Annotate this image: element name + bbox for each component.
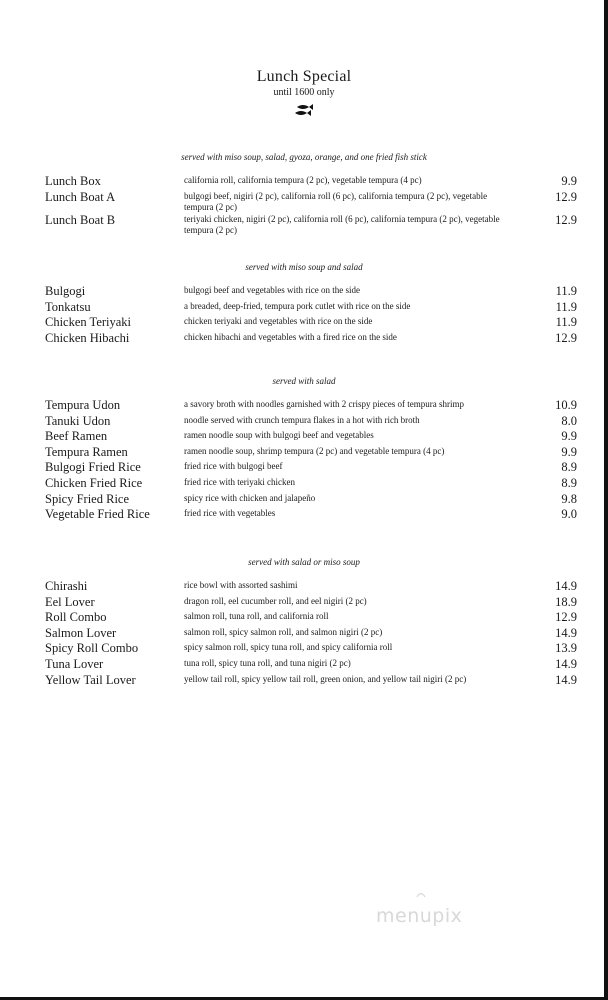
item-desc: salmon roll, spicy salmon roll, and salmon nigiri (2 pc)	[184, 626, 383, 637]
menu-item	[0, 641, 608, 657]
item-desc: a savory broth with noodles garnished with 2 crispy pieces of tempura shrimp	[184, 399, 464, 409]
item-name: Chicken Hibachi	[45, 330, 130, 345]
item-desc: ramen noodle soup with bulgogi beef and vegetables	[184, 430, 374, 441]
menu-item	[0, 460, 608, 476]
item-price: 9.9	[561, 444, 577, 459]
item-name: Eel Lover	[45, 594, 95, 609]
fish-icon	[294, 103, 314, 117]
item-name: Bulgogi Fried Rice	[45, 460, 141, 475]
menu-item	[0, 579, 608, 595]
menu-item	[0, 190, 608, 213]
item-name: Spicy Fried Rice	[45, 491, 130, 506]
item-price: 12.9	[555, 212, 577, 227]
item-desc: teriyaki chicken, nigiri (2 pc), california roll (6 pc), california tempura (2 pc), vegetable tempura (2 pc)	[184, 213, 500, 235]
item-name: Spicy Roll Combo	[45, 641, 139, 656]
menu-item	[0, 429, 608, 445]
item-name: Tempura Ramen	[45, 444, 128, 459]
item-desc: bulgogi beef, nigiri (2 pc), california roll (6 pc), california tempura (2 pc), vegetable tempura (2 pc)	[184, 190, 488, 212]
item-price: 14.9	[555, 625, 577, 640]
menu-item	[0, 398, 608, 414]
item-desc: yellow tail roll, spicy yellow tail roll, green onion, and yellow tail nigiri (2 pc)	[184, 673, 467, 684]
page-subtitle: until 1600 only	[273, 87, 335, 98]
item-desc: tuna roll, spicy tuna roll, and tuna nigiri (2 pc)	[184, 657, 351, 668]
item-name: Yellow Tail Lover	[45, 672, 136, 687]
item-desc: a breaded, deep-fried, tempura pork cutlet with rice on the side	[184, 300, 411, 311]
item-price: 14.9	[555, 656, 577, 671]
item-name: Lunch Box	[45, 174, 101, 188]
item-name: Lunch Boat A	[45, 189, 116, 204]
item-name: Tonkatsu	[45, 299, 91, 314]
item-price: 8.0	[561, 413, 577, 428]
item-name: Chirashi	[45, 579, 88, 593]
menu-item	[0, 610, 608, 626]
menu-item	[0, 507, 608, 523]
menu-item	[0, 595, 608, 611]
item-desc: chicken hibachi and vegetables with a fired rice on the side	[184, 331, 397, 342]
section-lunch-boxes	[0, 152, 608, 236]
item-price: 12.9	[555, 189, 577, 204]
item-name: Vegetable Fried Rice	[45, 507, 150, 522]
item-desc: california roll, california tempura (2 pc), vegetable tempura (4 pc)	[184, 175, 422, 185]
item-price: 12.9	[555, 330, 577, 345]
item-name: Tempura Udon	[45, 398, 121, 412]
item-price: 11.9	[555, 299, 577, 314]
menu-item	[0, 673, 608, 689]
section-note: served with salad	[272, 376, 336, 386]
item-name: Beef Ramen	[45, 429, 108, 444]
section-entrees	[0, 262, 608, 346]
page-title: Lunch Special	[256, 68, 352, 85]
item-desc: spicy salmon roll, spicy tuna roll, and spicy california roll	[184, 642, 393, 653]
section-note: served with miso soup and salad	[245, 262, 363, 272]
menu-item	[0, 476, 608, 492]
menu-item	[0, 315, 608, 331]
item-desc: rice bowl with assorted sashimi	[184, 580, 298, 590]
menu-item	[0, 300, 608, 316]
item-price: 10.9	[555, 398, 577, 412]
menu-item	[0, 331, 608, 347]
item-price: 8.9	[561, 460, 577, 475]
item-price: 9.9	[561, 429, 577, 444]
section-sushi	[0, 557, 608, 688]
menu-item	[0, 657, 608, 673]
item-desc: dragon roll, eel cucumber roll, and eel nigiri (2 pc)	[184, 595, 367, 606]
item-price: 18.9	[555, 594, 577, 609]
item-price: 13.9	[555, 641, 577, 656]
section-noodles-rice	[0, 376, 608, 523]
section-note: served with miso soup, salad, gyoza, orange, and one fried fish stick	[181, 152, 427, 162]
item-price: 11.9	[555, 284, 577, 298]
menu-item	[0, 284, 608, 300]
item-desc: salmon roll, tuna roll, and california roll	[184, 611, 329, 622]
item-desc: fried rice with teriyaki chicken	[184, 476, 295, 487]
item-desc: chicken teriyaki and vegetables with rice on the side	[184, 316, 373, 327]
item-desc: fried rice with bulgogi beef	[184, 461, 283, 472]
item-name: Chicken Fried Rice	[45, 475, 143, 490]
item-price: 9.0	[561, 507, 577, 522]
item-desc: fried rice with vegetables	[184, 508, 276, 519]
item-price: 11.9	[555, 315, 577, 330]
item-name: Tanuki Udon	[45, 413, 111, 428]
menu-item	[0, 174, 608, 190]
item-name: Salmon Lover	[45, 625, 117, 640]
section-note: served with salad or miso soup	[248, 557, 360, 567]
menu-item	[0, 213, 608, 236]
menu-item	[0, 492, 608, 508]
item-price: 14.9	[555, 672, 577, 687]
item-name: Chicken Teriyaki	[45, 315, 132, 330]
item-price: 8.9	[561, 475, 577, 490]
item-desc: spicy rice with chicken and jalapeño	[184, 492, 316, 503]
item-price: 14.9	[555, 579, 577, 593]
item-desc: bulgogi beef and vegetables with rice on the side	[184, 285, 360, 295]
menu-item	[0, 414, 608, 430]
item-desc: ramen noodle soup, shrimp tempura (2 pc) and vegetable tempura (4 pc)	[184, 445, 445, 456]
watermark: menupix	[376, 905, 463, 927]
item-price: 9.8	[561, 491, 577, 506]
item-price: 12.9	[555, 610, 577, 625]
item-name: Roll Combo	[45, 610, 107, 625]
menu-item	[0, 626, 608, 642]
item-name: Tuna Lover	[45, 656, 104, 671]
item-price: 9.9	[561, 174, 577, 188]
watermark-icon	[416, 890, 426, 898]
menu-header	[0, 68, 608, 122]
item-desc: noodle served with crunch tempura flakes in a hot with rich broth	[184, 414, 420, 425]
item-name: Bulgogi	[45, 284, 86, 298]
item-name: Lunch Boat B	[45, 212, 116, 227]
menu-item	[0, 445, 608, 461]
